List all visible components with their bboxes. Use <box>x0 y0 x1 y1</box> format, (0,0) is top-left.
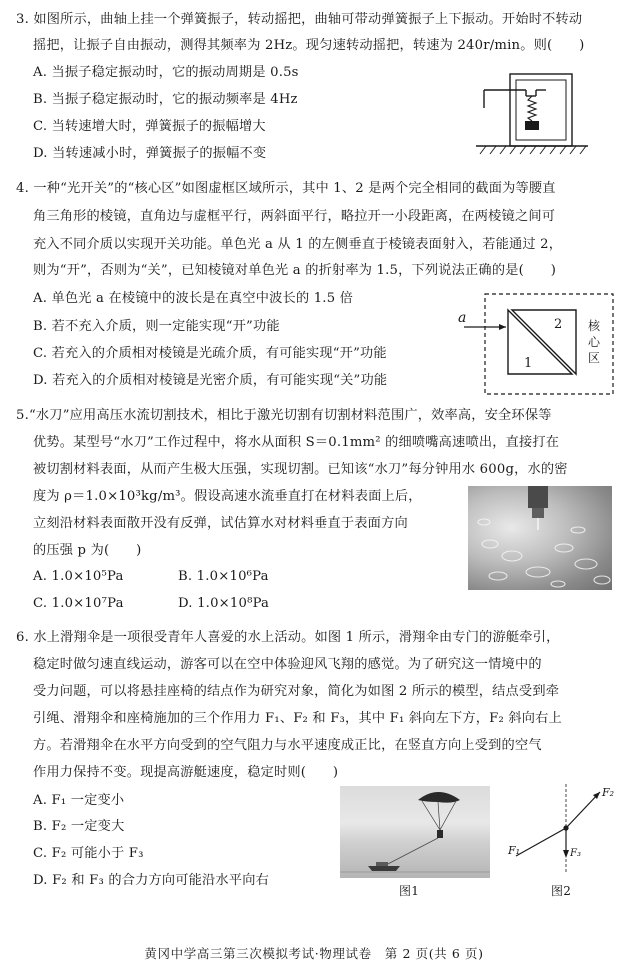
q4-option-d: D. 若充入的介质相对棱镜是光密介质，有可能实现“关”功能 <box>33 373 388 388</box>
q6-stem-line-3: 受力问题，可以将悬挂座椅的结点作为研究对象，简化为如图 2 所示的模型，结点受到牵 <box>33 684 560 699</box>
q4-stem-line-3: 充入不同介质以实现开关功能。单色光 a 从 1 的左侧垂直于棱镜表面射入，若能通过 2， <box>33 237 563 252</box>
light-a-label: a <box>458 310 467 326</box>
q4-stem-line-1: 4. 一种“光开关”的“核心区”如图虚框区域所示，其中 1、2 是两个完全相同的截面为等腰直 <box>16 181 556 196</box>
q4-option-c: C. 若充入的介质相对棱镜是光疏介质，有可能实现“开”功能 <box>33 346 387 361</box>
force-diagram-fig2 <box>504 784 616 884</box>
force-f2-label: F₂ <box>602 786 615 799</box>
q5-stem-line-1: 5.“水刀”应用高压水流切割技术，相比于激光切割有切割材料范围广，效率高，安全环保等 <box>16 408 552 423</box>
q5-stem-line-3: 被切割材料表面，从而产生极大压强，实现切割。已知该“水刀”每分钟用水 600g，水的密 <box>33 462 568 477</box>
prism-1-label: 1 <box>524 356 533 371</box>
q3-stem-line-2: 摇把，让振子自由振动，测得其频率为 2Hz。现匀速转动摇把，转速为 240r/min。则( ) <box>33 38 585 53</box>
spring-oscillator-figure <box>476 66 588 160</box>
q5-stem-line-4: 度为 ρ＝1.0×10³kg/m³。假设高速水流垂直打在材料表面上后， <box>33 489 422 504</box>
q3-option-b: B. 当振子稳定振动时，它的振动频率是 4Hz <box>33 92 298 107</box>
q6-stem-line-5: 方。若滑翔伞在水平方向受到的空气阻力与水平速度成正比，在竖直方向上受到的空气 <box>33 738 542 753</box>
core-label-1: 核 <box>588 319 601 333</box>
q6-option-c: C. F₂ 可能小于 F₃ <box>33 846 144 861</box>
q4-stem-line-2: 角三角形的棱镜，直角边与虚框平行，两斜面平行，略拉开一小段距离，在两棱镜之间可 <box>33 209 556 224</box>
q5-stem-line-2: 优势。某型号“水刀”工作过程中，将水从面积 S＝0.1mm² 的细喷嘴高速喷出，直接打在 <box>33 435 560 450</box>
fig1-caption: 图1 <box>399 884 420 898</box>
core-label-3: 区 <box>588 351 601 365</box>
force-f3-label: F₃ <box>570 848 581 859</box>
q3-option-d: D. 当转速减小时，弹簧振子的振幅不变 <box>33 146 267 161</box>
q5-stem-line-6: 的压强 p 为( ) <box>33 543 142 558</box>
q6-option-b: B. F₂ 一定变大 <box>33 819 125 834</box>
fig2-caption: 图2 <box>551 884 572 898</box>
force-f1-label: F₁ <box>508 844 521 857</box>
q5-stem-line-5: 立刻沿材料表面散开没有反弹，试估算水对材料垂直于表面方向 <box>33 516 408 531</box>
q6-option-a: A. F₁ 一定变小 <box>33 793 125 808</box>
waterjet-photo <box>468 486 612 590</box>
q3-stem-line-1: 3. 如图所示，曲轴上挂一个弹簧振子，转动摇把，曲轴可带动弹簧振子上下振动。开始时不转动 <box>16 12 583 27</box>
prism-2-label: 2 <box>554 317 563 332</box>
q6-stem-line-2: 稳定时做匀速直线运动，游客可以在空中体验迎风飞翔的感觉。为了研究这一情境中的 <box>33 657 542 672</box>
q5-option-d: D. 1.0×10⁸Pa <box>178 596 270 611</box>
parasail-photo <box>340 786 490 878</box>
q4-option-a: A. 单色光 a 在棱镜中的波长是在真空中波长的 1.5 倍 <box>33 291 354 306</box>
q4-option-b: B. 若不充入介质，则一定能实现“开”功能 <box>33 319 280 334</box>
page-footer: 黄冈中学高三第三次模拟考试·物理试卷 第 2 页(共 6 页) <box>144 946 484 961</box>
q6-stem-line-6: 作用力保持不变。现提高游艇速度，稳定时则( ) <box>33 765 339 780</box>
q5-option-a: A. 1.0×10⁵Pa <box>33 569 124 584</box>
q5-option-c: C. 1.0×10⁷Pa <box>33 596 124 611</box>
q5-option-b: B. 1.0×10⁶Pa <box>178 569 269 584</box>
q6-stem-line-4: 引绳、滑翔伞和座椅施加的三个作用力 F₁、F₂ 和 F₃，其中 F₁ 斜向左下方，F₂ 斜向右上 <box>33 711 562 726</box>
q6-stem-line-1: 6. 水上滑翔伞是一项很受青年人喜爱的水上活动。如图 1 所示，滑翔伞由专门的游艇牵引， <box>16 630 560 645</box>
core-label-2: 心 <box>588 335 601 349</box>
q3-option-a: A. 当振子稳定振动时，它的振动周期是 0.5s <box>33 65 299 80</box>
q6-option-d: D. F₂ 和 F₃ 的合力方向可能沿水平向右 <box>33 873 269 888</box>
q4-stem-line-4: 则为“开”，否则为“关”，已知棱镜对单色光 a 的折射率为 1.5，下列说法正确的是( ) <box>33 263 557 278</box>
q3-option-c: C. 当转速增大时，弹簧振子的振幅增大 <box>33 119 266 134</box>
light-switch-figure <box>456 290 616 398</box>
